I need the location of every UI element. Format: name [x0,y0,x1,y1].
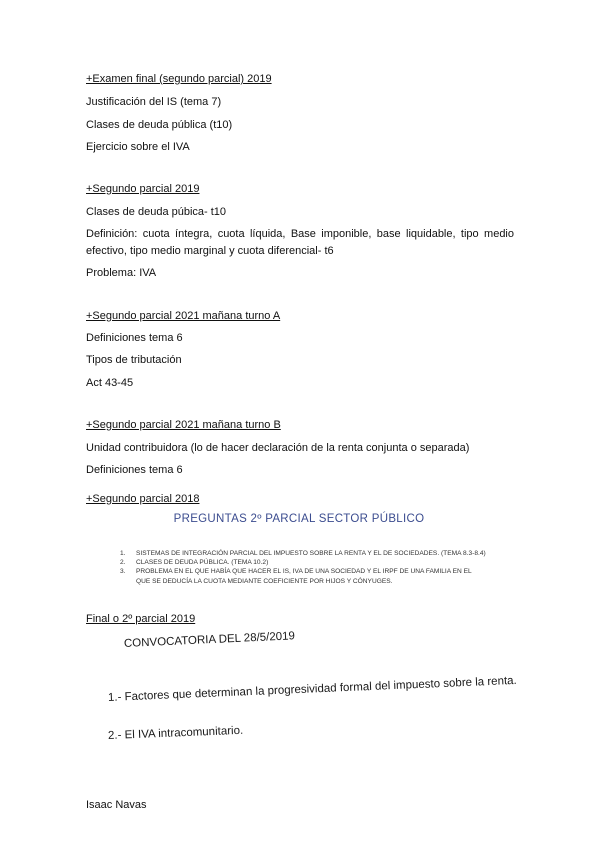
list-item: Problema: IVA [86,267,157,279]
list-item: Act 43-45 [86,377,134,389]
author-name: Isaac Navas [86,799,147,811]
section-heading: +Segundo parcial 2021 mañana turno A [86,310,281,322]
list-item: Clases de deuda púbica- t10 [86,206,227,218]
list-item: Clases de deuda pública (t10) [86,119,233,131]
section-heading: +Segundo parcial 2021 mañana turno B [86,419,281,431]
section-heading: +Examen final (segundo parcial) 2019 [86,73,272,85]
list-item: Unidad contribuidora (lo de hacer declaración de la renta conjunta o separada) [86,442,470,454]
list-item: Definiciones tema 6 [86,332,183,344]
list-item: Tipos de tributación [86,354,182,366]
embedded-scan-image [104,632,524,752]
scan-title: CONVOCATORIA DEL 28/5/2019 [123,630,296,650]
list-item: Definiciones tema 6 [86,464,183,476]
question-item: 2. CLASES DE DEUDA PÚBLICA. (TEMA 10.2) [120,559,269,567]
scan-line: 1.- Factores que determinan la progresividad formal del impuesto sobre la renta. [107,674,518,704]
embedded-question-image [94,513,504,623]
definition-paragraph: Definición: cuota íntegra, cuota líquida, Base imponible, base liquidable, tipo medio efectivo, tipo medio marginal y cuota diferencial- t6 [86,228,514,257]
list-item: Justificación del IS (tema 7) [86,96,222,108]
section-heading: Final o 2º parcial 2019 [86,613,196,625]
section-heading: +Segundo parcial 2018 [86,493,200,505]
question-item: 3. PROBLEMA EN EL QUE HABÍA QUE HACER EL IS, IVA DE UNA SOCIEDAD Y EL IRPF DE UNA FAMILIA EN EL QUE SE DEDUCÍA LA CUOTA MEDIANTE COEFICIENTE POR HIJOS Y CÓNYUGES. [120,568,472,585]
question-item: 1. SISTEMAS DE INTEGRACIÓN PARCIAL DEL IMPUESTO SOBRE LA RENTA Y EL DE SOCIEDADES. (TEMA 8.3-8.4) [120,550,486,557]
scan-line: 2.- El IVA intracomunitario. [107,724,244,742]
list-item: Ejercicio sobre el IVA [86,141,190,153]
section-heading: +Segundo parcial 2019 [86,183,200,195]
image-title: PREGUNTAS 2º PARCIAL SECTOR PÚBLICO [173,513,425,525]
question-list [120,549,486,586]
